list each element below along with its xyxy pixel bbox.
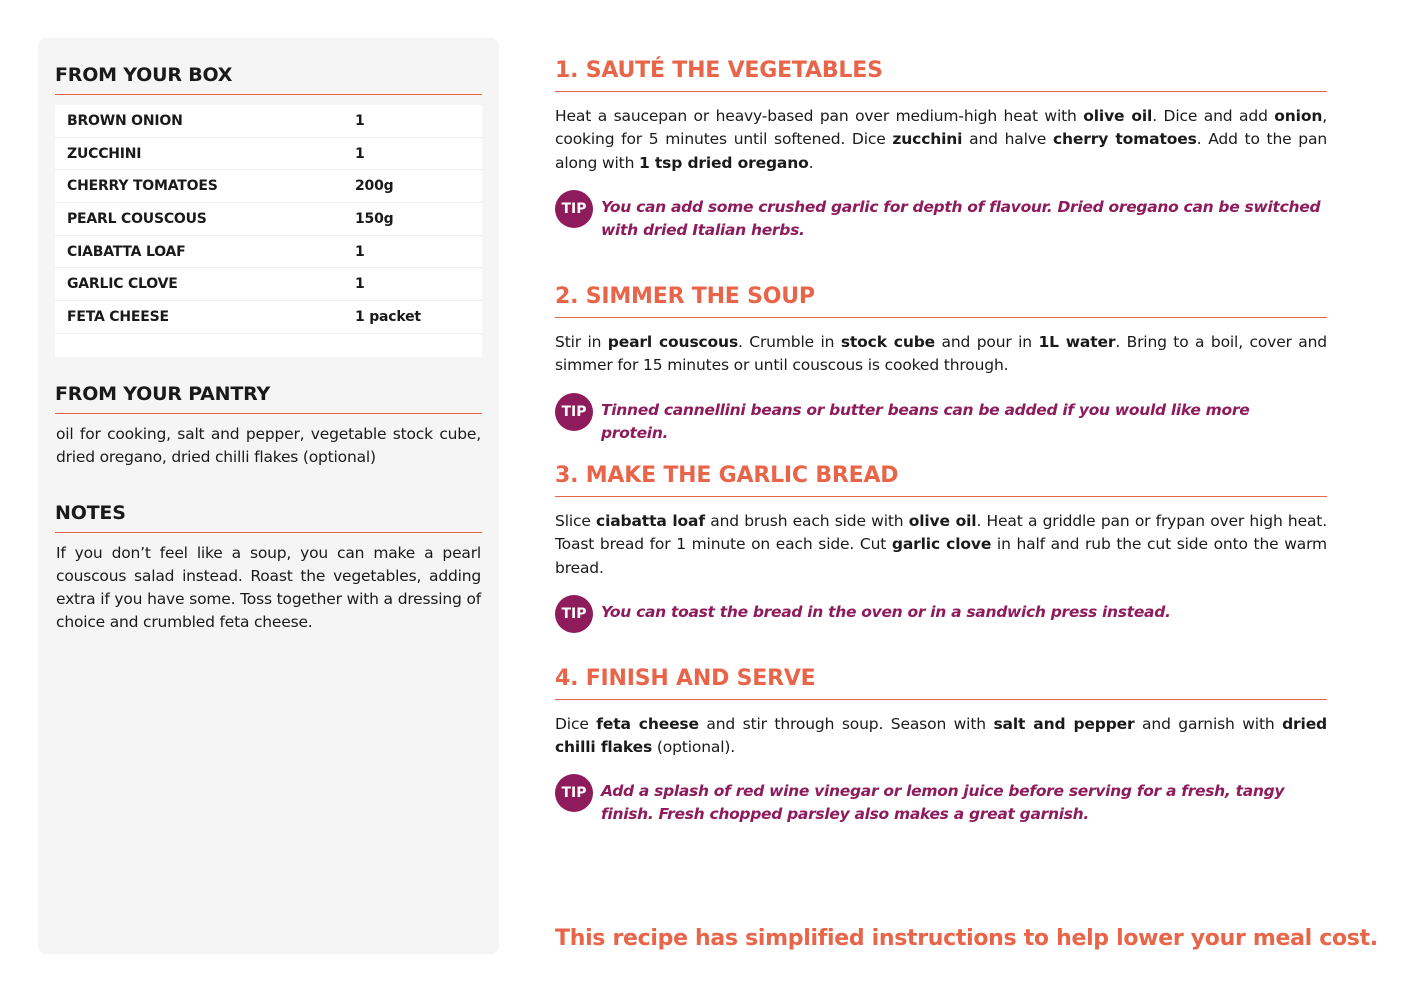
- ingredient-highlight: stock cube: [840, 333, 936, 351]
- step-text: and garnish with: [1134, 715, 1283, 733]
- ingredient-qty: 150g: [355, 210, 394, 227]
- step-text: in half and rub the cut side onto the warm bread.: [555, 535, 1328, 577]
- notes-heading: NOTES: [55, 502, 482, 533]
- step-text: Dice: [555, 715, 597, 733]
- step-3-body: [555, 510, 1327, 580]
- step-text: and brush each side with: [704, 512, 909, 530]
- ingredient-highlight: garlic clove: [891, 535, 992, 554]
- step-text: (optional).: [652, 738, 736, 757]
- ingredient-highlight: pearl couscous: [607, 333, 739, 351]
- tip-badge: TIP: [555, 190, 593, 228]
- pantry-heading: FROM YOUR PANTRY: [55, 383, 482, 414]
- notes-text: If you don’t feel like a soup, you can make a pearl couscous salad instead. Roast the vegetables, adding extra if you have some. Toss together with a dressing of choice and crumbled feta cheese.: [56, 544, 481, 631]
- ingredient-highlight: cherry tomatoes: [1052, 130, 1197, 149]
- ingredient-qty: 1: [355, 145, 365, 162]
- ingredient-highlight: olive oil: [1083, 107, 1153, 125]
- ingredient-name: PEARL COUSCOUS: [67, 210, 207, 227]
- ingredient-qty: 1: [355, 276, 365, 293]
- step-4-body: [555, 713, 1327, 760]
- ingredient-row: [55, 105, 482, 138]
- ingredient-name: ZUCCHINI: [67, 145, 142, 162]
- ingredient-qty: 1: [355, 243, 365, 260]
- ingredient-highlight: 1 tsp dried oregano: [639, 153, 809, 172]
- step-text: Stir in: [555, 333, 608, 351]
- step-text: . Bring to a boil, cover and simmer for 15 minutes or until couscous is cooked through.: [555, 333, 1327, 375]
- ingredient-row: [55, 203, 482, 236]
- ingredient-highlight: dried chilli flakes: [555, 715, 1328, 757]
- ingredient-row: [55, 268, 482, 301]
- ingredient-name: BROWN ONION: [67, 112, 183, 129]
- tip-badge: TIP: [555, 595, 593, 633]
- footer-note: This recipe has simplified instructions to help lower your meal cost.: [555, 926, 1378, 951]
- step-text: and halve: [962, 130, 1053, 149]
- ingredient-row: [55, 301, 482, 334]
- ingredient-highlight: feta cheese: [596, 715, 699, 733]
- ingredient-qty: 1: [355, 112, 365, 129]
- tip-badge: TIP: [555, 393, 593, 431]
- ingredient-highlight: zucchini: [892, 130, 963, 149]
- ingredient-row: [55, 138, 482, 171]
- step-text: . Heat a griddle pan or frypan over high heat. Toast bread for 1 minute on each side. Cut: [555, 512, 1328, 554]
- step-text: and pour in: [935, 333, 1039, 351]
- step-2-body: [555, 331, 1327, 378]
- step-1-title: 1. SAUTÉ THE VEGETABLES: [555, 58, 1327, 92]
- ingredient-highlight: olive oil: [908, 512, 977, 530]
- box-ingredients-table: [55, 105, 482, 357]
- tip-text: Tinned cannellini beans or butter beans can be added if you would like more protein.: [601, 401, 1250, 443]
- step-1-body: [555, 105, 1327, 175]
- step-3-title: 3. MAKE THE GARLIC BREAD: [555, 463, 1327, 497]
- step-2-title: 2. SIMMER THE SOUP: [555, 284, 1327, 318]
- pantry-text: oil for cooking, salt and pepper, vegetable stock cube, dried oregano, dried chilli flakes (optional): [56, 425, 481, 466]
- ingredient-name: GARLIC CLOVE: [67, 276, 178, 293]
- tip-text: Add a splash of red wine vinegar or lemon juice before serving for a fresh, tangy finish. Fresh chopped parsley also makes a great garnish.: [601, 782, 1285, 824]
- ingredient-row: [55, 236, 482, 269]
- step-4-title: 4. FINISH AND SERVE: [555, 666, 1327, 700]
- step-text: , cooking for 5 minutes until softened. Dice: [555, 107, 1328, 149]
- ingredients-sidebar: [38, 38, 499, 954]
- step-text: . Dice and add: [1152, 107, 1275, 125]
- step-text: .: [808, 153, 814, 172]
- step-text: Heat a saucepan or heavy-based pan over medium-high heat with: [555, 107, 1084, 125]
- ingredient-row: [55, 170, 482, 203]
- step-text: and stir through soup. Season with: [698, 715, 994, 733]
- step-text: . Add to the pan along with: [555, 130, 1328, 172]
- ingredient-qty: 1 packet: [355, 308, 421, 325]
- box-heading: FROM YOUR BOX: [55, 64, 482, 95]
- ingredient-highlight: salt and pepper: [993, 715, 1135, 733]
- tip-badge: TIP: [555, 774, 593, 812]
- step-text: Slice: [555, 512, 597, 530]
- ingredient-highlight: ciabatta loaf: [596, 512, 705, 530]
- ingredient-highlight: 1L water: [1038, 333, 1116, 351]
- tip-text: You can add some crushed garlic for depth of flavour. Dried oregano can be switched with dried Italian herbs.: [601, 198, 1321, 240]
- tip-text: You can toast the bread in the oven or in a sandwich press instead.: [601, 603, 1171, 621]
- ingredient-name: CIABATTA LOAF: [67, 243, 186, 260]
- ingredient-qty: 200g: [355, 178, 394, 195]
- step-text: . Crumble in: [738, 333, 841, 351]
- ingredient-name: CHERRY TOMATOES: [67, 178, 218, 195]
- ingredient-name: FETA CHEESE: [67, 308, 169, 325]
- ingredient-highlight: onion: [1274, 107, 1323, 125]
